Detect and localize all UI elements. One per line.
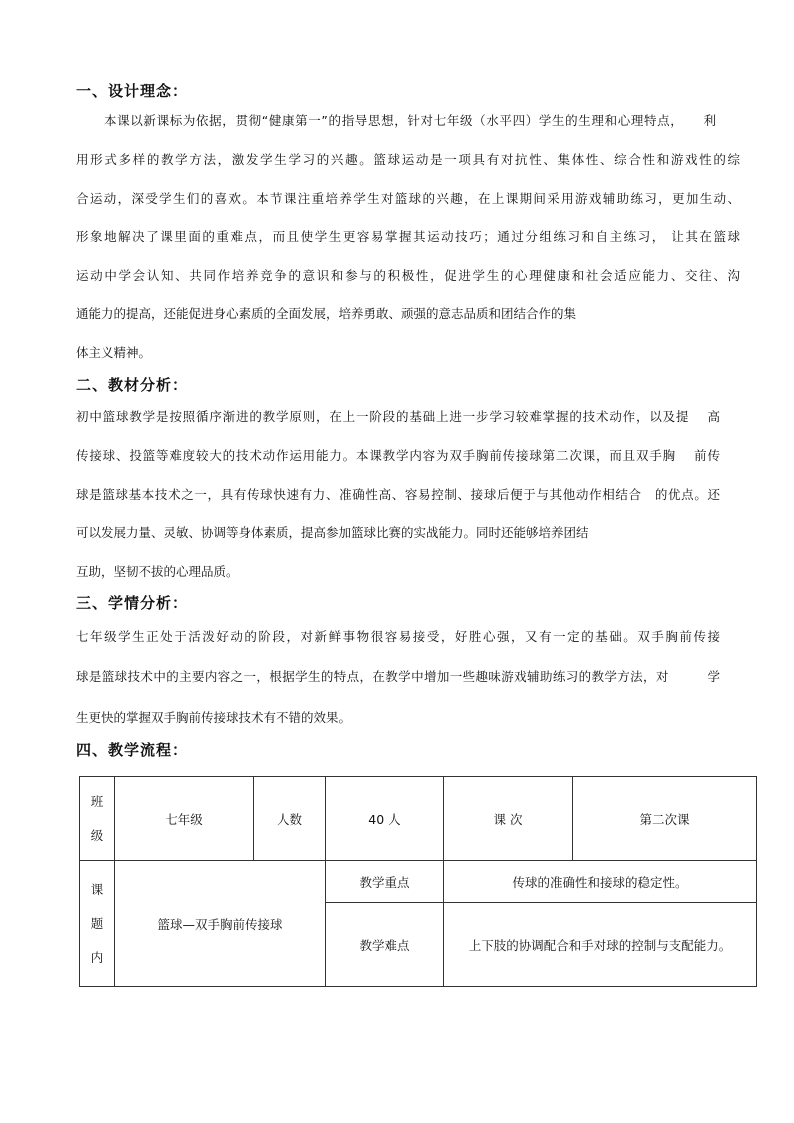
heading-student-analysis: 三、学情分析： xyxy=(76,594,189,612)
count-cell: 40 人 xyxy=(326,777,444,861)
paragraph-line: 合运动，深受学生们的喜欢。本节课注重培养学生对篮球的兴趣，在上课期间采用游戏辅助练习，更加生动、 xyxy=(76,191,740,206)
key-point-label-cell: 教学重点 xyxy=(326,861,444,903)
lesson-plan-table xyxy=(79,776,757,987)
heading-teaching-process: 四、教学流程： xyxy=(76,741,189,759)
grade-cell: 七年级 xyxy=(115,777,254,861)
lesson-label-cell: 课 次 xyxy=(444,777,573,861)
paragraph-line: 通能力的提高，还能促进身心素质的全面发展，培养勇敢、顽强的意志品质和团结合作的集 xyxy=(76,306,577,321)
key-point-cell: 传球的准确性和接球的稳定性。 xyxy=(444,861,757,903)
paragraph-line: 用形式多样的教学方法，激发学生学习的兴趣。篮球运动是一项具有对抗性、集体性、综合性和游戏性的综 xyxy=(76,152,740,167)
heading-material-analysis: 二、教材分析： xyxy=(76,376,189,394)
paragraph-line: 球是篮球基本技术之一，具有传球快速有力、准确性高、容易控制、接球后便于与其他动作相结合 的优点。还 xyxy=(76,487,720,502)
heading-design-concept: 一、设计理念： xyxy=(76,82,189,100)
difficulty-cell: 上下肢的协调配合和手对球的控制与支配能力。 xyxy=(444,903,757,987)
paragraph-line: 本课以新课标为依据，贯彻“健康第一”的指导思想，针对七年级（水平四）学生的生理和心理特点， 利 xyxy=(104,113,716,128)
table-row xyxy=(80,777,757,861)
paragraph-line: 形象地解决了课里面的重难点，而且使学生更容易掌握其运动技巧；通过分组练习和自主练习， 让其在篮球 xyxy=(76,229,740,244)
difficulty-label-cell: 教学难点 xyxy=(326,903,444,987)
paragraph-line: 传接球、投篮等难度较大的技术动作运用能力。本课教学内容为双手胸前传接球第二次课，而且双手胸 前传 xyxy=(76,448,720,463)
paragraph-line: 初中篮球教学是按照循序渐进的教学原则，在上一阶段的基础上进一步学习较难掌握的技术动作，以及提 高 xyxy=(76,409,720,424)
topic-cell: 篮球—双手胸前传接球 xyxy=(115,861,326,987)
topic-label-cell: 课 题 内 xyxy=(80,861,115,987)
table-row xyxy=(80,861,757,903)
paragraph-line: 七年级学生正处于活泼好动的阶段，对新鲜事物很容易接受，好胜心强，又有一定的基础。双手胸前传接 xyxy=(76,629,720,644)
count-label-cell: 人数 xyxy=(254,777,326,861)
lesson-cell: 第二次课 xyxy=(573,777,757,861)
paragraph-line: 运动中学会认知、共同作培养竞争的意识和参与的积极性，促进学生的心理健康和社会适应能力、交往、沟 xyxy=(76,268,740,283)
paragraph-line: 体主义精神。 xyxy=(76,345,152,360)
paragraph-line: 可以发展力量、灵敏、协调等身体素质，提高参加篮球比赛的实战能力。同时还能够培养团结 xyxy=(76,525,589,540)
paragraph-line: 互助，坚韧不拔的心理品质。 xyxy=(76,564,239,579)
class-label-cell: 班 级 xyxy=(80,777,115,861)
paragraph-line: 球是篮球技术中的主要内容之一，根据学生的特点，在教学中增加一些趣味游戏辅助练习的教学方法，对 学 xyxy=(76,669,720,684)
paragraph-line: 生更快的掌握双手胸前传接球技术有不错的效果。 xyxy=(76,710,352,725)
